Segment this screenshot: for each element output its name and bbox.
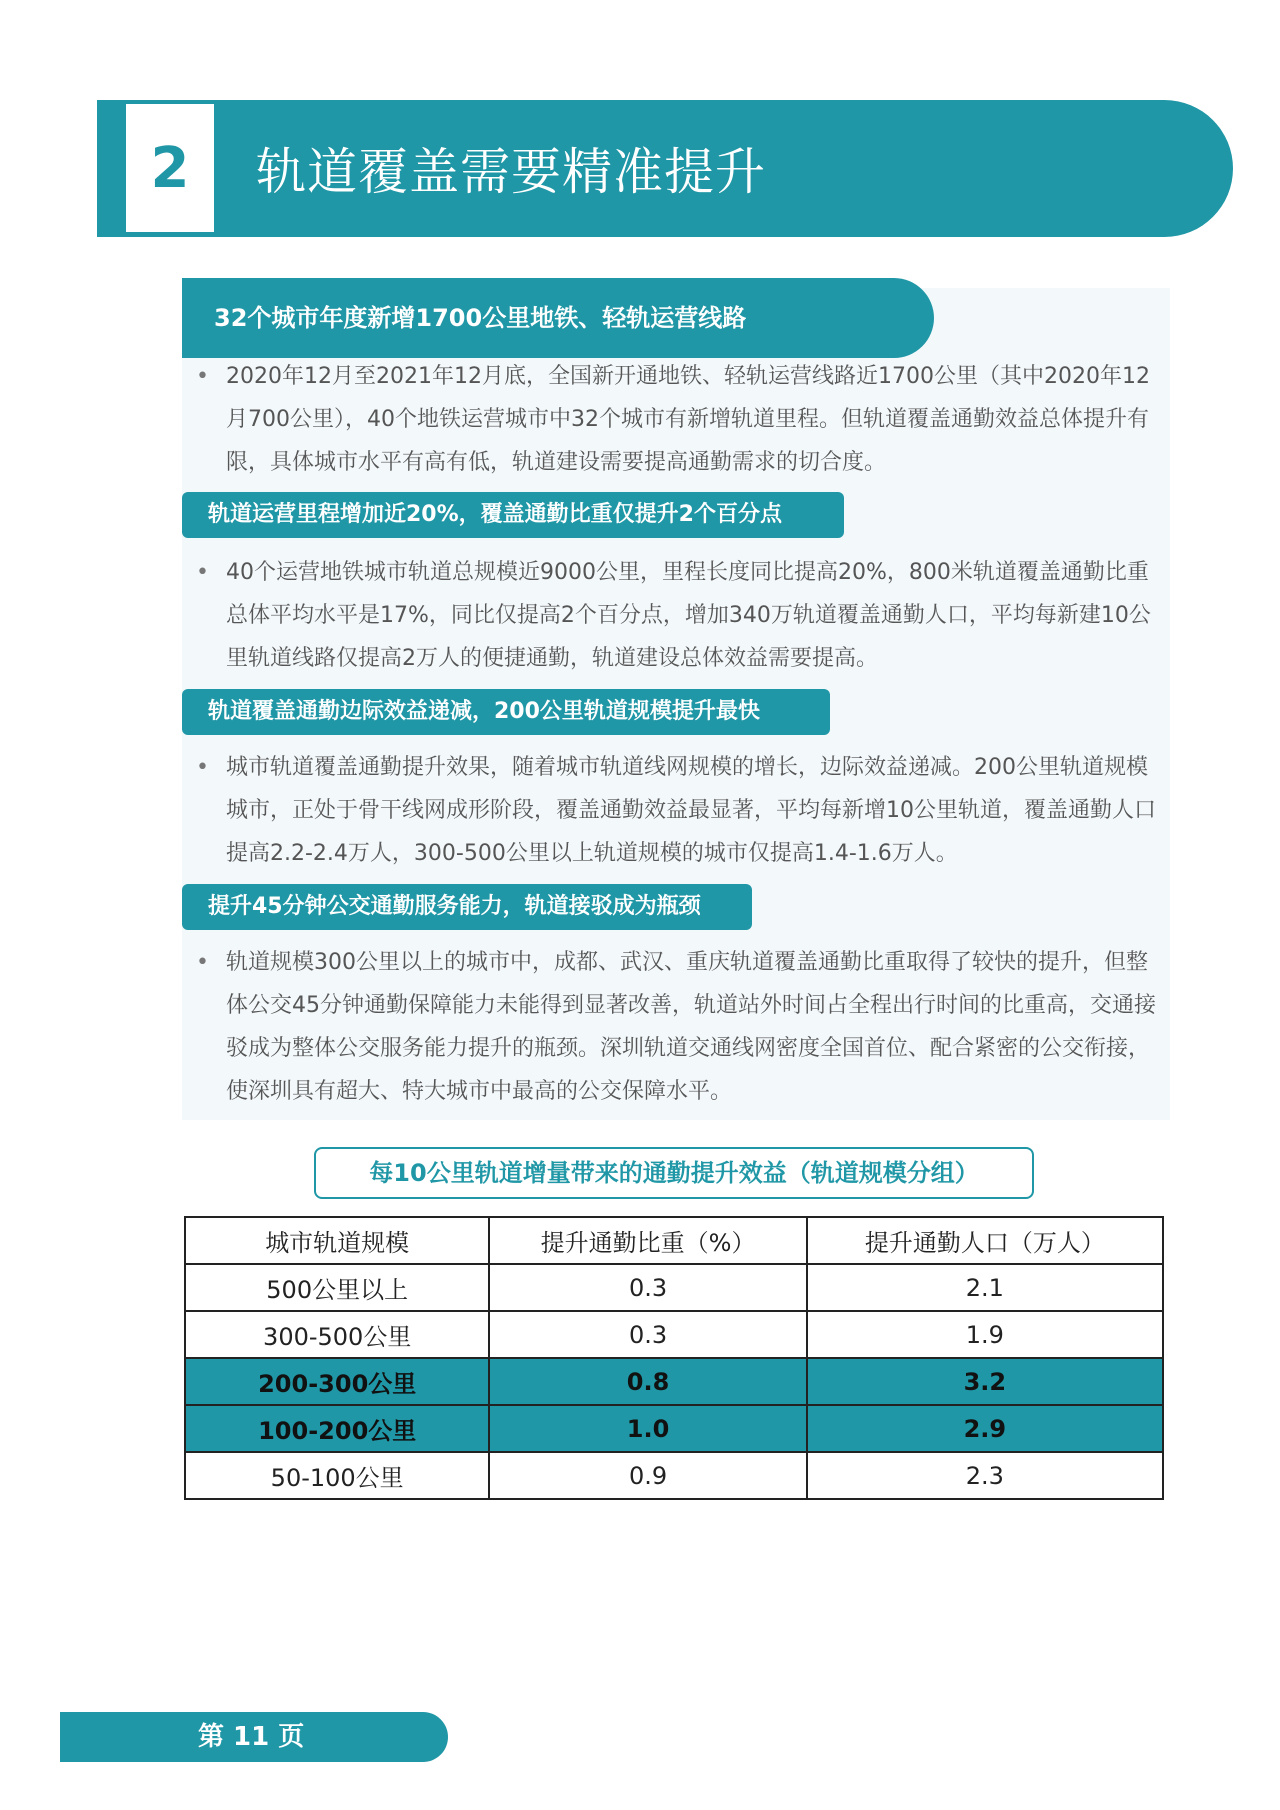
paragraph-text: 轨道规模300公里以上的城市中，成都、武汉、重庆轨道覆盖通勤比重取得了较快的提升，但整体公交45分钟通勤保障能力未能得到显著改善，轨道站外时间占全程出行时间的比重高，交通接驳成为整体公交服务能力提升的瓶颈。深圳轨道交通线网密度全国首位、配合紧密的公交衔接，使深圳具有超大、特大城市中最高的公交保障水平。 xyxy=(226,950,1156,1104)
column-header: 城市轨道规模 xyxy=(185,1217,489,1264)
table-cell: 2.1 xyxy=(807,1264,1163,1311)
section-heading-2: 轨道运营里程增加近20%，覆盖通勤比重仅提升2个百分点 xyxy=(182,492,844,538)
table-caption: 每10公里轨道增量带来的通勤提升效益（轨道规模分组） xyxy=(314,1147,1034,1199)
paragraph-text: 城市轨道覆盖通勤提升效果，随着城市轨道线网规模的增长，边际效益递减。200公里轨道规模城市，正处于骨干线网成形阶段，覆盖通勤效益最显著，平均每新增10公里轨道，覆盖通勤人口提高2.2-2.4万人，300-500公里以上轨道规模的城市仅提高1.4-1.6万人。 xyxy=(226,755,1156,866)
table-cell: 0.3 xyxy=(489,1311,806,1358)
bullet-paragraph-2 xyxy=(196,551,1168,680)
page-number: 第 11 页 xyxy=(60,1712,448,1762)
paragraph-text: 2020年12月至2021年12月底，全国新开通地铁、轻轨运营线路近1700公里（其中2020年12月700公里），40个地铁运营城市中32个城市有新增轨道里程。但轨道覆盖通勤效益总体提升有限，具体城市水平有高有低，轨道建设需要提高通勤需求的切合度。 xyxy=(226,364,1150,475)
table-row xyxy=(185,1452,1163,1499)
table-cell: 2.3 xyxy=(807,1452,1163,1499)
column-header: 提升通勤比重（%） xyxy=(489,1217,806,1264)
table-cell: 1.0 xyxy=(489,1405,806,1452)
benefit-table xyxy=(184,1216,1164,1500)
table-cell: 100-200公里 xyxy=(185,1405,489,1452)
table-cell: 1.9 xyxy=(807,1311,1163,1358)
table-cell: 200-300公里 xyxy=(185,1358,489,1405)
table-cell: 2.9 xyxy=(807,1405,1163,1452)
section-heading-1: 32个城市年度新增1700公里地铁、轻轨运营线路 xyxy=(182,278,934,358)
bullet-icon: • xyxy=(196,950,209,975)
table-cell: 3.2 xyxy=(807,1358,1163,1405)
table-cell: 0.8 xyxy=(489,1358,806,1405)
bullet-paragraph-1 xyxy=(196,355,1168,484)
table-header-row xyxy=(185,1217,1163,1264)
table-cell: 0.9 xyxy=(489,1452,806,1499)
table-cell: 0.3 xyxy=(489,1264,806,1311)
section-heading-4: 提升45分钟公交通勤服务能力，轨道接驳成为瓶颈 xyxy=(182,884,752,930)
table-cell: 300-500公里 xyxy=(185,1311,489,1358)
bullet-icon: • xyxy=(196,364,209,389)
paragraph-text: 40个运营地铁城市轨道总规模近9000公里，里程长度同比提高20%，800米轨道覆盖通勤比重总体平均水平是17%，同比仅提高2个百分点，增加340万轨道覆盖通勤人口，平均每新建10公里轨道线路仅提高2万人的便捷通勤，轨道建设总体效益需要提高。 xyxy=(226,560,1151,671)
table-cell: 50-100公里 xyxy=(185,1452,489,1499)
table-row xyxy=(185,1311,1163,1358)
bullet-icon: • xyxy=(196,755,209,780)
table-row-highlighted xyxy=(185,1405,1163,1452)
table-row xyxy=(185,1264,1163,1311)
page-title: 轨道覆盖需要精准提升 xyxy=(256,143,766,201)
bullet-icon: • xyxy=(196,560,209,585)
bullet-paragraph-4 xyxy=(196,941,1168,1113)
section-number: 2 xyxy=(126,104,214,232)
section-heading-3: 轨道覆盖通勤边际效益递减，200公里轨道规模提升最快 xyxy=(182,689,830,735)
column-header: 提升通勤人口（万人） xyxy=(807,1217,1163,1264)
table-cell: 500公里以上 xyxy=(185,1264,489,1311)
table-row-highlighted xyxy=(185,1358,1163,1405)
bullet-paragraph-3 xyxy=(196,746,1168,875)
